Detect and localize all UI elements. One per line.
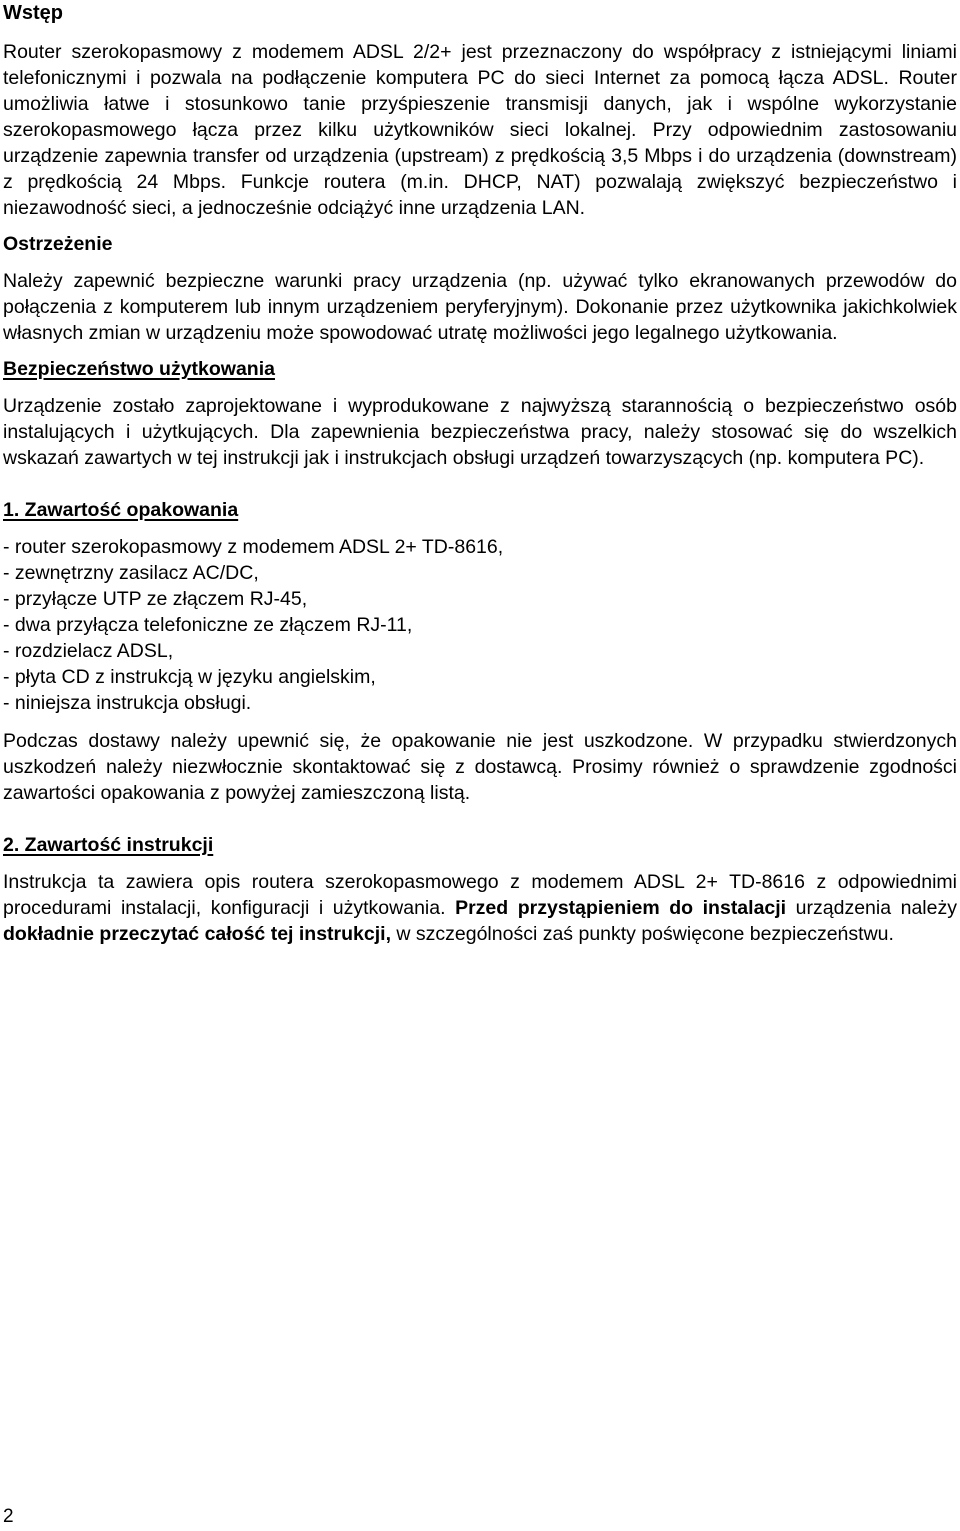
list-item: - płyta CD z instrukcją w języku angielskim,: [3, 666, 376, 688]
safety-paragraph: Urządzenie zostało zaprojektowane i wyprodukowane z najwyższą starannością o bezpieczeństwo osób instalujących i użytkujących. Dla zapewnienia bezpieczeństwa pracy, należy stosować się do wszelkich wskazań zawartych w tej instrukcji jak i instrukcjach obsługi urządzeń towarzyszących (np. komputera PC).: [3, 395, 957, 469]
page-number: 2: [3, 1506, 14, 1527]
document-page: [3, 0, 957, 947]
package-note-paragraph: Podczas dostawy należy upewnić się, że opakowanie nie jest uszkodzone. W przypadku stwierdzonych uszkodzeń należy niezwłocznie skontaktować się z dostawcą. Prosimy również o sprawdzenie zgodności zawartości opakowania z powyżej zamieszczoną listą.: [3, 730, 957, 804]
list-item: - przyłącze UTP ze złączem RJ-45,: [3, 588, 308, 610]
manual-text-2: urządzenia należy: [786, 897, 957, 919]
warning-paragraph: Należy zapewnić bezpieczne warunki pracy urządzenia (np. używać tylko ekranowanych przewodów do połączenia z komputerem lub innym urządzeniem peryferyjnym). Dokonanie przez użytkownika jakichkolwiek własnych zmian w urządzeniu może spowodować utratę możliwości jego legalnego użytkowania.: [3, 270, 957, 344]
list-item: - zewnętrzny zasilacz AC/DC,: [3, 562, 259, 584]
manual-bold-2: dokładnie przeczytać całość tej instrukcji,: [3, 923, 391, 945]
manual-bold-1: Przed przystąpieniem do instalacji: [455, 897, 787, 919]
manual-contents-paragraph: [3, 869, 957, 947]
list-item: - dwa przyłącza telefoniczne ze złączem RJ-11,: [3, 614, 413, 636]
manual-text-3: w szczególności zaś punkty poświęcone bezpieczeństwu.: [390, 923, 894, 945]
warning-heading: Ostrzeżenie: [3, 233, 113, 255]
package-contents-list: [3, 534, 957, 716]
intro-paragraph: Router szerokopasmowy z modemem ADSL 2/2+ jest przeznaczony do współpracy z istniejącymi liniami telefonicznymi i pozwala na podłączenie komputera PC do sieci Internet za pomocą łącza ADSL. Router umożliwia łatwe i stosunkowo tanie przyśpieszenie transmisji danych, jak i wspólne wykorzystanie szerokopasmowego łącza przez kilku użytkowników sieci lokalnej. Przy odpowiednim zastosowaniu urządzenie zapewnia transfer od urządzenia (upstream) z prędkością 3,5 Mbps i do urządzenia (downstream) z prędkością 24 Mbps. Funkcje routera (m.in. DHCP, NAT) pozwalają zwiększyć bezpieczeństwo i niezawodność sieci, a jednocześnie odciążyć inne urządzenia LAN.: [3, 41, 957, 219]
page-title: Wstęp: [3, 2, 63, 24]
list-item: - router szerokopasmowy z modemem ADSL 2+ TD-8616,: [3, 536, 504, 558]
list-item: - niniejsza instrukcja obsługi.: [3, 692, 252, 714]
manual-text-1: Instrukcja ta zawiera opis routera szerokopasmowego z modemem ADSL 2+ TD-8616 z odpowiednimi procedurami instalacji, konfiguracji i użytkowania.: [3, 871, 957, 919]
package-contents-heading: 1. Zawartość opakowania: [3, 499, 239, 521]
safety-heading: Bezpieczeństwo użytkowania: [3, 358, 275, 380]
list-item: - rozdzielacz ADSL,: [3, 640, 174, 662]
manual-contents-heading: 2. Zawartość instrukcji: [3, 834, 214, 856]
